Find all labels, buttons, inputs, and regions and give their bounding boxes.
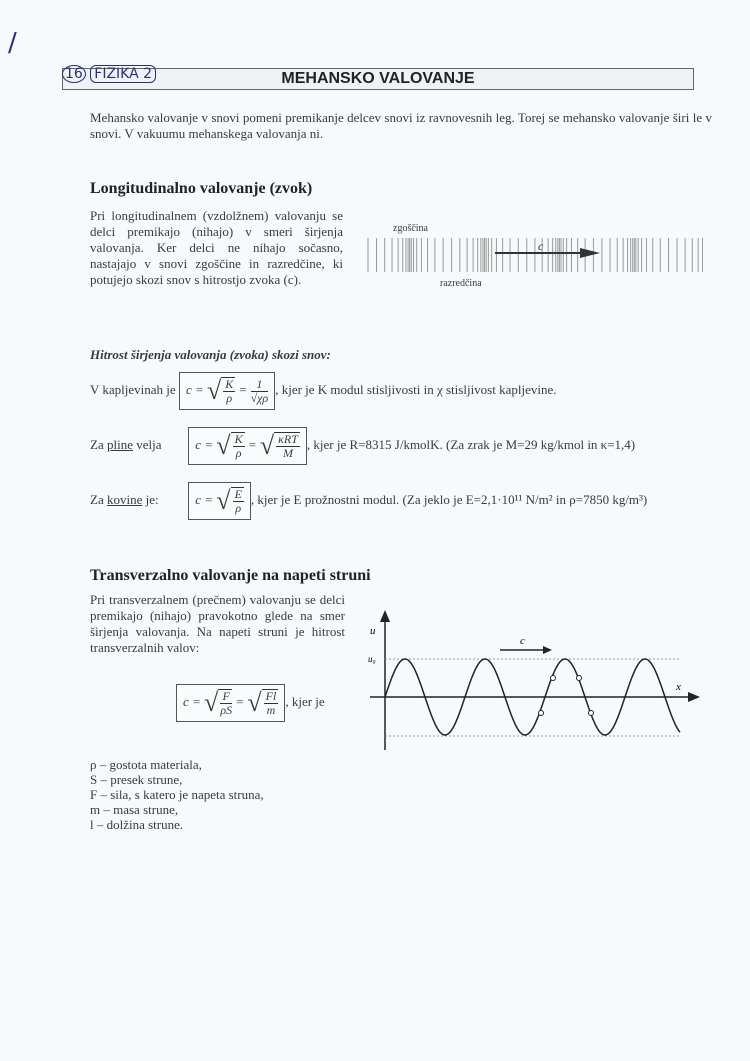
den: ρ [235,446,242,460]
den: ρ [235,501,242,515]
den: ρ [226,391,233,405]
string-formula: c = √ $\frac{F}{\rho S}$ = √ $\frac{Fl}{m}$ [176,684,285,722]
num: K [225,377,234,391]
string-formula-row [176,684,325,722]
handwritten-number: 16 [62,65,86,83]
string-formula-tail: , kjer je [285,693,325,709]
arrow-head [580,248,600,258]
x-label: x [676,681,681,693]
c-arrow-head [543,646,552,654]
legend-item: l – dolžina strune. [90,817,184,832]
liquids-formula: c = √ $\frac{K}{\rho}$ = $\frac{1}{√\chi\rho}$ [179,372,275,410]
header-bar [62,68,694,90]
particle [539,711,544,716]
liquids-row [90,372,557,410]
num: F [220,690,232,704]
legend-item: F – sila, s katero je napeta struna, [90,787,264,802]
symbol-legend [90,757,264,832]
x-axis-arrow [688,692,700,702]
transverse-text: Pri transverzalnem (prečnem) valovanju se delci premikajo (nihajo) pravokotno glede na smer širjenja valovanja. Na napeti struni je hitrost transverzalnih valov: [90,592,345,655]
gases-tail: , kjer je R=8315 J/kmolK. (Za zrak je M=29 kg/kmol in κ=1,4) [306,436,636,452]
lhs: c = [183,693,201,709]
label-compression: zgoščina [393,223,428,234]
num: κRT [278,432,298,446]
c-label: c [520,635,525,647]
handwritten-mark: / [8,28,17,58]
gases-row [90,427,635,465]
label-rarefaction: razredčina [440,278,482,289]
handwritten-subject: FIZIKA 2 [90,65,156,83]
num: 1 [251,378,269,392]
liquids-tail: , kjer je K modul stisljivosti in χ stisljivost kapljevine. [275,381,557,397]
t: Za [90,436,107,452]
particle [589,711,594,716]
num: Fl [265,689,277,703]
particle [551,676,556,681]
page-title: MEHANSKO VALOVANJE [281,70,475,87]
y-label: u [370,625,376,637]
metals-tail: , kjer je E prožnostni modul. (Za jeklo je E=2,1·10¹¹ N/m² in ρ=7850 kg/m³) [250,491,648,507]
num: E [234,487,242,501]
lhs: c = [195,436,214,452]
section-heading-transverse: Transverzalno valovanje na napeti struni [90,567,371,584]
den: M [283,446,294,460]
liquids-lead: V kapljevinah je [90,381,176,397]
arrow-label: c [538,239,544,253]
den: m [266,703,276,717]
t: velja [132,436,162,452]
intro-text: Mehansko valovanje v snovi pomeni premikanje delcev snovi iz ravnovesnih leg. Torej se mehansko valovanje širi le v snovi. V vakuumu mehanskega valovanja ni. [90,110,712,141]
lhs: c = [195,491,214,507]
metals-formula: c = √ $\frac{E}{\rho}$ [188,482,251,520]
longitudinal-diagram [365,236,710,276]
particle [577,676,582,681]
transverse-wave-graph [360,610,705,755]
gases-formula: c = √ $\frac{K}{\rho}$ = √ $\frac{\text{κRT}}{M}$ [188,427,307,465]
legend-item: m – masa strune, [90,802,179,817]
amp-label: u₀ [368,654,376,664]
legend-item: S – presek strune, [90,772,183,787]
den: ρS [220,703,233,717]
t: kovine [106,491,143,507]
handwritten-label [62,66,156,82]
metals-row [90,482,647,520]
den: χρ [257,390,269,405]
y-axis-arrow [380,610,390,622]
section-heading-longitudinal: Longitudinalno valovanje (zvok) [90,180,313,197]
speed-heading: Hitrost širjenja valovanja (zvoka) skozi snov: [90,347,331,362]
num: K [234,432,243,446]
legend-item: ρ – gostota materiala, [90,757,202,772]
lhs: c = [185,381,204,397]
t: pline [106,436,133,452]
t: je: [142,491,159,507]
longitudinal-text: Pri longitudinalnem (vzdolžnem) valovanju se delci premikajo (nihajo) v smeri širjenja valovanja. Ker delci ne nihajo sočasno, nastajajo v snovi zgoščine in razredčine, ki potujejo skozi snov s hitrostjo zvoka (c). [90,208,343,287]
t: Za [90,491,107,507]
